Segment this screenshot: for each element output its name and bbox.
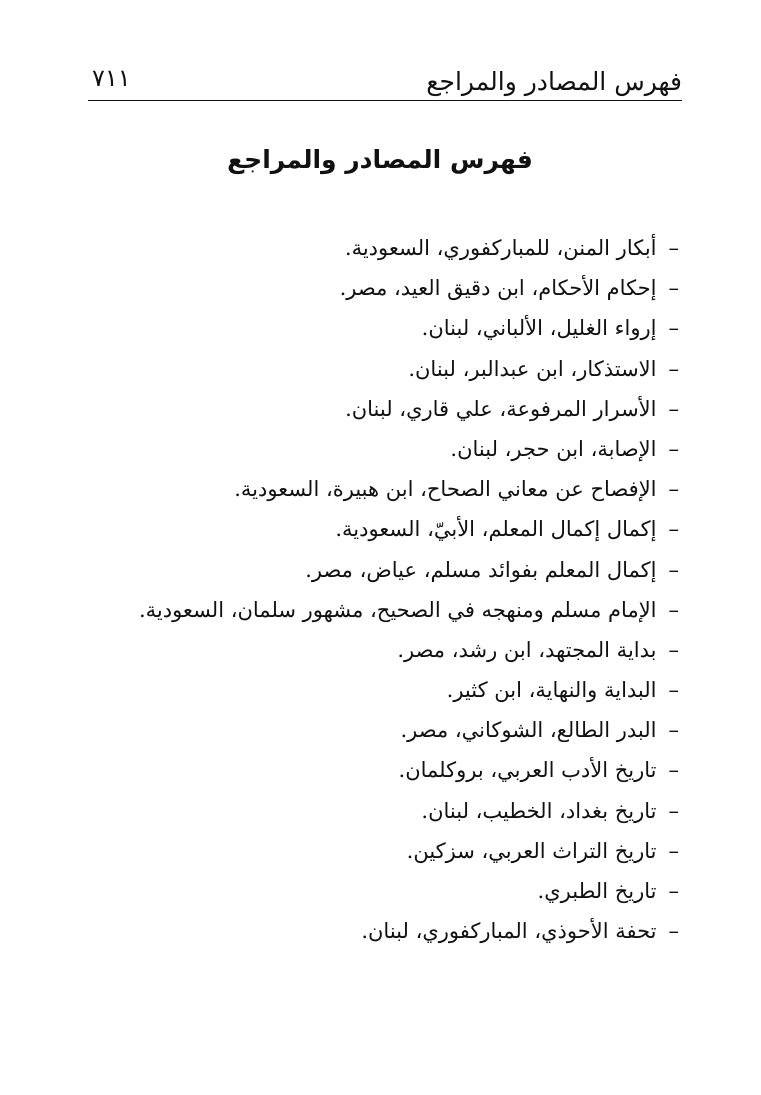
reference-item <box>79 389 679 429</box>
bullet-dash: – <box>668 436 679 461</box>
reference-text: تاريخ الطبري. <box>537 879 657 903</box>
reference-item <box>79 630 679 670</box>
reference-text: إرواء الغليل، الألباني، لبنان. <box>421 316 657 341</box>
bullet-dash: – <box>668 597 679 622</box>
running-header <box>88 60 682 101</box>
reference-item <box>79 750 679 790</box>
reference-text: إكمال إكمال المعلم، الأبيّ، السعودية. <box>335 517 657 542</box>
reference-item <box>79 791 679 831</box>
reference-text: البدر الطالع، الشوكاني، مصر. <box>400 718 657 743</box>
bullet-dash: – <box>668 356 679 381</box>
reference-item <box>79 349 679 389</box>
reference-text: تاريخ التراث العربي، سزكين. <box>406 838 657 863</box>
reference-item <box>79 590 679 630</box>
page-title: فهرس المصادر والمراجع <box>227 145 533 174</box>
bullet-dash: – <box>668 919 679 944</box>
reference-list <box>79 228 679 951</box>
reference-item <box>79 710 679 750</box>
reference-item <box>79 228 679 268</box>
reference-item <box>79 509 679 549</box>
reference-item <box>79 268 679 308</box>
bullet-dash: – <box>668 557 679 582</box>
bullet-dash: – <box>668 276 679 301</box>
reference-text: أبكار المنن، للمباركفوري، السعودية. <box>344 236 657 260</box>
reference-item <box>79 831 679 871</box>
bullet-dash: – <box>668 879 679 903</box>
bullet-dash: – <box>668 838 679 863</box>
bullet-dash: – <box>668 758 679 783</box>
reference-text: تاريخ الأدب العربي، بروكلمان. <box>398 758 657 783</box>
reference-text: البداية والنهاية، ابن كثير. <box>446 678 657 703</box>
reference-text: الإصابة، ابن حجر، لبنان. <box>450 436 657 461</box>
reference-item <box>79 308 679 348</box>
reference-text: إكمال المعلم بفوائد مسلم، عياض، مصر. <box>305 557 657 582</box>
bullet-dash: – <box>668 316 679 341</box>
reference-text: الإمام مسلم ومنهجه في الصحيح، مشهور سلمان، السعودية. <box>138 597 657 622</box>
bullet-dash: – <box>668 517 679 542</box>
reference-item <box>79 670 679 710</box>
reference-item <box>79 550 679 590</box>
bullet-dash: – <box>668 236 679 260</box>
bullet-dash: – <box>668 477 679 502</box>
reference-item <box>79 429 679 469</box>
running-header-title: فهرس المصادر والمراجع <box>426 67 682 96</box>
bullet-dash: – <box>668 396 679 421</box>
reference-text: الأسرار المرفوعة، علي قاري، لبنان. <box>345 396 657 421</box>
reference-text: تاريخ بغداد، الخطيب، لبنان. <box>421 798 657 823</box>
bullet-dash: – <box>668 637 679 662</box>
reference-text: بداية المجتهد، ابن رشد، مصر. <box>397 637 657 662</box>
reference-item <box>79 469 679 509</box>
bullet-dash: – <box>668 718 679 743</box>
bullet-dash: – <box>668 678 679 703</box>
reference-text: الإفصاح عن معاني الصحاح، ابن هبيرة، السعودية. <box>234 477 657 502</box>
reference-text: إحكام الأحكام، ابن دقيق العيد، مصر. <box>339 276 657 301</box>
reference-text: تحفة الأحوذي، المباركفوري، لبنان. <box>361 919 657 944</box>
reference-item <box>79 911 679 951</box>
reference-item <box>79 871 679 911</box>
bullet-dash: – <box>668 798 679 823</box>
page-number: ٧١١ <box>92 64 131 92</box>
reference-text: الاستذكار، ابن عبدالبر، لبنان. <box>408 356 657 381</box>
